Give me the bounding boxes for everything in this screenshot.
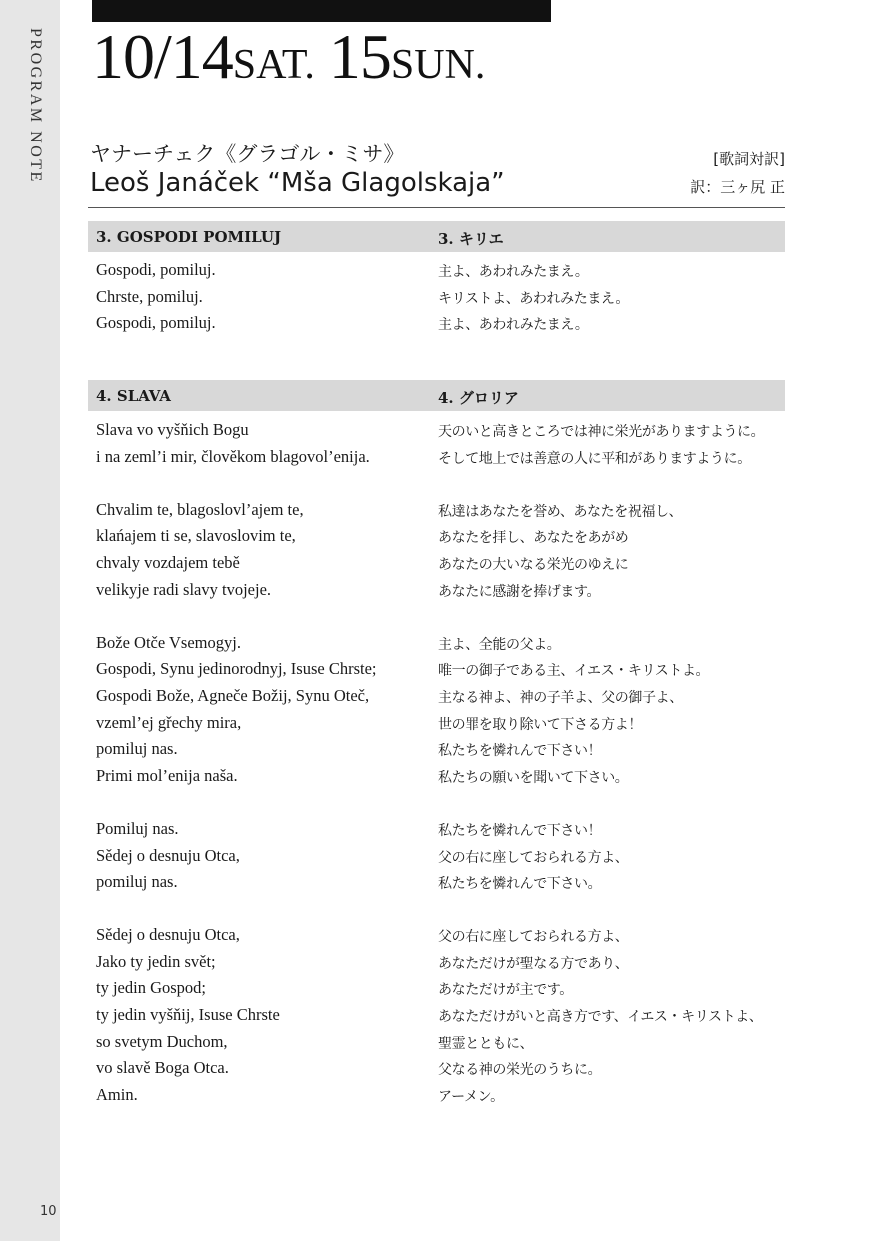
section-heading-japanese: 3. キリエ bbox=[438, 230, 504, 248]
latin-line: ty jedin vyšňij, Isuse Chrste bbox=[96, 1005, 280, 1025]
latin-line: Gospodi, Synu jedinorodnyj, Isuse Chrste; bbox=[96, 659, 377, 679]
latin-line: pomiluj nas. bbox=[96, 872, 178, 892]
japanese-line: あなただけが主です。 bbox=[438, 982, 573, 999]
japanese-line: アーメン。 bbox=[438, 1088, 504, 1105]
work-title-english: Leoš Janáček “Mša Glagolskaja” bbox=[90, 168, 505, 198]
japanese-line: そして地上では善意の人に平和がありますように。 bbox=[438, 450, 751, 467]
japanese-line: あなたの大いなる栄光のゆえに bbox=[438, 556, 629, 573]
latin-line: klańajem ti se, slavoslovim te, bbox=[96, 526, 296, 546]
latin-line: Chrste, pomiluj. bbox=[96, 286, 203, 306]
japanese-line: 父の右に座しておられる方よ、 bbox=[438, 849, 629, 866]
latin-line: ty jedin Gospod; bbox=[96, 978, 206, 998]
latin-line: Gospodi, pomiluj. bbox=[96, 260, 216, 279]
blank-line bbox=[96, 473, 377, 500]
japanese-line: 主よ、全能の父よ。 bbox=[438, 636, 561, 653]
lyrics-translation-label: [歌詞対訳] bbox=[713, 150, 785, 168]
latin-line: Pomiluj nas. bbox=[96, 818, 179, 838]
latin-line: Gospodi Bože, Agneče Božij, Synu Oteč, bbox=[96, 685, 370, 705]
japanese-line: キリストよ、あわれみたまえ。 bbox=[438, 290, 629, 307]
latin-line: so svetym Duchom, bbox=[96, 1031, 228, 1051]
section-heading-latin: 3. GOSPODI POMILUJ bbox=[96, 228, 282, 246]
section-heading-japanese: 4. グロリア bbox=[438, 389, 519, 407]
japanese-line: 唯一の御子である主、イエス・キリストよ。 bbox=[438, 663, 710, 680]
blank-line bbox=[96, 792, 377, 819]
japanese-line: 主なる神よ、神の子羊よ、父の御子よ、 bbox=[438, 689, 683, 706]
latin-line: Primi mol’enija naša. bbox=[96, 765, 238, 785]
work-title-japanese: ヤナーチェク《グラゴル・ミサ》 bbox=[90, 142, 405, 166]
blank-line bbox=[438, 607, 764, 634]
latin-line: Chvalim te, blagoslovl’ajem te, bbox=[96, 499, 304, 519]
japanese-line: 主よ、あわれみたまえ。 bbox=[438, 317, 589, 334]
section-heading-latin: 4. SLAVA bbox=[96, 387, 171, 405]
japanese-text-kyrie bbox=[438, 260, 629, 341]
latin-line: Amin. bbox=[96, 1084, 138, 1104]
day-first: SAT. bbox=[232, 42, 315, 88]
concert-dates bbox=[92, 20, 499, 94]
blank-line bbox=[438, 900, 764, 927]
header-black-bar bbox=[92, 0, 551, 22]
latin-line: i na zeml’i mir, člověkom blagovol’enija. bbox=[96, 446, 370, 466]
japanese-line: 主よ、あわれみたまえ。 bbox=[438, 264, 589, 280]
day-second: SUN. bbox=[390, 42, 486, 88]
japanese-line: 聖霊とともに、 bbox=[438, 1035, 534, 1052]
date-first: 10/14 bbox=[92, 21, 233, 92]
japanese-line: 父なる神の栄光のうちに。 bbox=[438, 1062, 602, 1079]
latin-text-kyrie bbox=[96, 260, 216, 340]
blank-line bbox=[96, 899, 377, 926]
japanese-line: 私達はあなたを誉め、あなたを祝福し、 bbox=[438, 503, 683, 520]
title-divider bbox=[88, 207, 785, 208]
japanese-line: 世の罪を取り除いて下さる方よ！ bbox=[438, 716, 642, 733]
japanese-line: 私たちを憐れんで下さい！ bbox=[438, 743, 602, 760]
latin-line: chvaly vozdajem tebě bbox=[96, 552, 240, 572]
date-second: 15 bbox=[328, 21, 391, 92]
latin-text-gloria bbox=[96, 420, 377, 1111]
japanese-line: あなたを拝し、あなたをあがめ bbox=[438, 530, 629, 547]
japanese-line: あなただけが聖なる方であり、 bbox=[438, 955, 629, 972]
japanese-line: あなたに感謝を捧げます。 bbox=[438, 583, 601, 600]
latin-line: Sědej o desnuju Otca, bbox=[96, 925, 240, 945]
japanese-line: 私たちの願いを聞いて下さい。 bbox=[438, 769, 629, 786]
side-section-label: PROGRAM NOTE bbox=[27, 28, 44, 184]
japanese-line: あなただけがいと高き方です、イエス・キリストよ、 bbox=[438, 1009, 763, 1026]
japanese-line: 天のいと高きところでは神に栄光がありますように。 bbox=[438, 424, 765, 440]
latin-line: vo slavě Boga Otca. bbox=[96, 1058, 229, 1078]
blank-line bbox=[96, 606, 377, 633]
blank-line bbox=[438, 793, 764, 820]
japanese-line: 父の右に座しておられる方よ、 bbox=[438, 929, 629, 946]
latin-line: Slava vo vyšňich Bogu bbox=[96, 420, 249, 439]
latin-line: velikyje radi slavy tvojeje. bbox=[96, 579, 272, 599]
latin-line: vzeml’ej gřechy mira, bbox=[96, 712, 242, 732]
sidebar bbox=[0, 0, 60, 1241]
section-heading-kyrie bbox=[88, 221, 785, 252]
section-heading-gloria bbox=[88, 380, 785, 411]
page-number: 10 bbox=[40, 1204, 57, 1219]
japanese-line: 私たちを憐れんで下さい。 bbox=[438, 876, 602, 893]
latin-line: Jako ty jedin svět; bbox=[96, 951, 216, 971]
latin-line: Sědej o desnuju Otca, bbox=[96, 845, 240, 865]
japanese-text-gloria bbox=[438, 420, 764, 1112]
blank-line bbox=[438, 474, 764, 501]
translator-credit: 訳：三ヶ尻 正 bbox=[690, 178, 785, 196]
japanese-line: 私たちを憐れんで下さい！ bbox=[438, 822, 602, 839]
latin-line: pomiluj nas. bbox=[96, 739, 178, 759]
latin-line: Bože Otče Vsemogyj. bbox=[96, 632, 241, 652]
latin-line: Gospodi, pomiluj. bbox=[96, 313, 216, 333]
